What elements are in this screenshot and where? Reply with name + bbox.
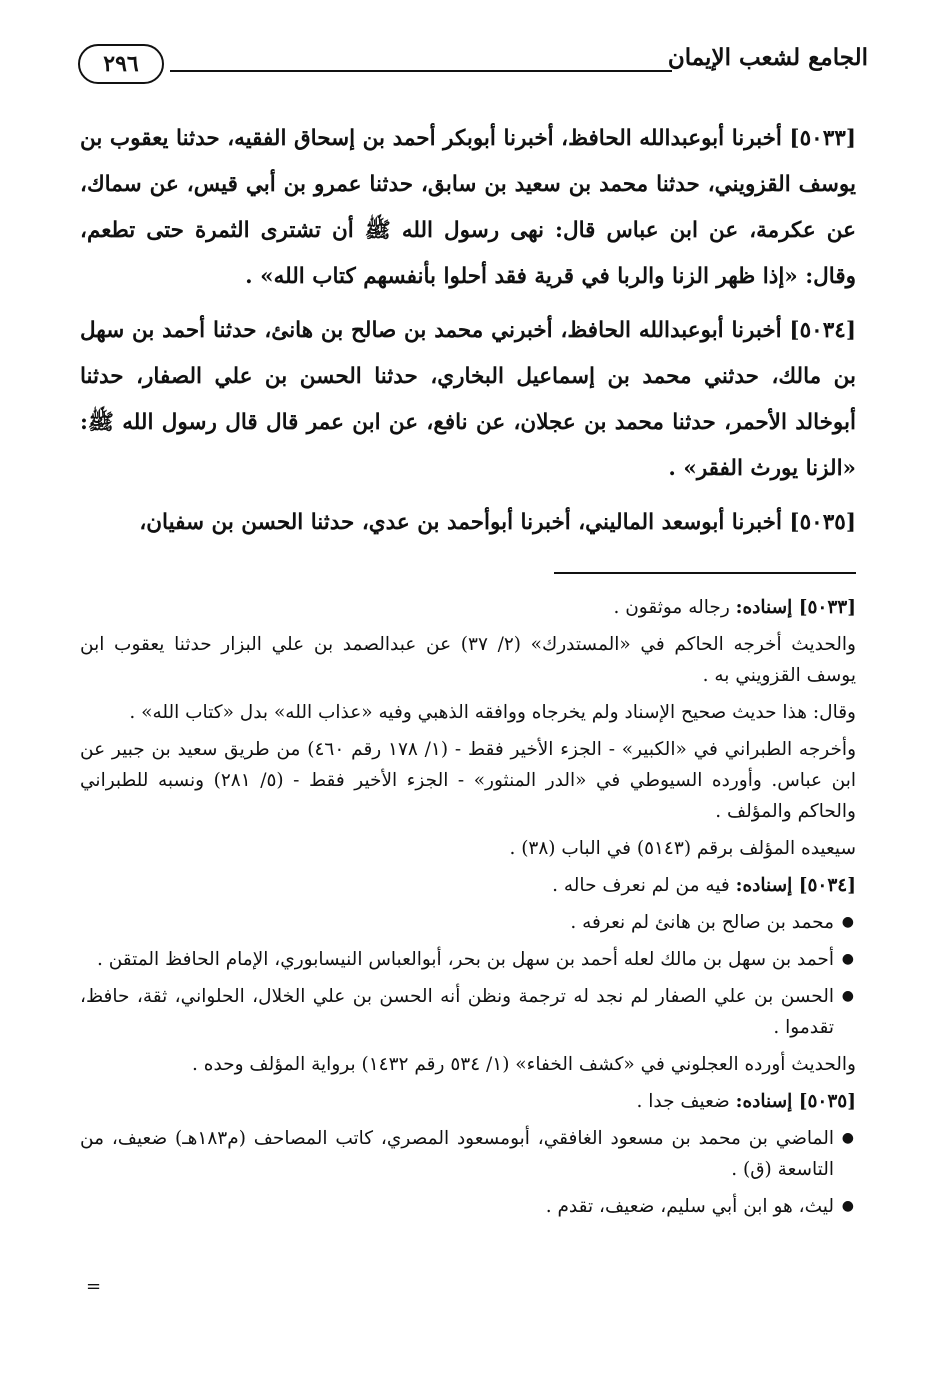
footnote-paragraph: وقال: هذا حديث صحيح الإسناد ولم يخرجاه ووافقه الذهبي وفيه «عذاب الله» بدل «كتاب الله» . bbox=[129, 702, 856, 723]
hadith-end: . bbox=[668, 456, 684, 481]
hadith-number: [٥٠٣٤] bbox=[789, 318, 856, 343]
main-text bbox=[80, 116, 856, 554]
bullet-icon: ● bbox=[841, 951, 854, 967]
continuation-mark: = bbox=[86, 1276, 102, 1297]
footnote-text: فيه من لم نعرف حاله . bbox=[552, 875, 736, 896]
bullet-text: الماضي بن محمد بن مسعود الغافقي، أبومسعود المصري، كاتب المصاحف (م١٨٣هـ) ضعيف، من التاسعة (ق) . bbox=[80, 1128, 835, 1180]
footnote-bullet bbox=[80, 944, 856, 975]
footnote-ref: [٥٠٣٥] إسناده: bbox=[735, 1091, 856, 1112]
hadith-chain: أخبرنا أبوعبدالله الحافظ، أخبرني محمد بن صالح بن هانئ، حدثنا أحمد بن سهل بن مالك، حدثني محمد بن إسماعيل البخاري، حدثنا الحسن بن علي الصفار، حدثنا أبوخالد الأحمر، حدثنا محمد بن عجلان، عن نافع، عن ابن عمر قال قال رسول الله ﷺ: bbox=[80, 318, 856, 435]
page-number: ٢٩٦ bbox=[78, 44, 164, 84]
hadith-chain: أخبرنا أبوسعد الماليني، أخبرنا أبوأحمد بن عدي، حدثنا الحسن بن سفيان، bbox=[139, 510, 790, 535]
bullet-icon: ● bbox=[841, 1130, 854, 1146]
footnote-separator bbox=[554, 572, 856, 574]
hadith-matn: «إذا ظهر الزنا والربا في قرية فقد أحلوا بأنفسهم كتاب الله» bbox=[260, 264, 798, 289]
footnote-bullet bbox=[80, 1123, 856, 1185]
footnote-bullet bbox=[80, 907, 856, 938]
bullet-icon: ● bbox=[841, 914, 854, 930]
footnote-bullet bbox=[80, 981, 856, 1043]
footnote-5033 bbox=[80, 592, 856, 623]
bullet-text: ليث، هو ابن أبي سليم، ضعيف، تقدم . bbox=[545, 1196, 834, 1217]
footnote-paragraph: والحديث أورده العجلوني في «كشف الخفاء» (١/ ٥٣٤ رقم ١٤٣٢) برواية المؤلف وحده . bbox=[192, 1054, 856, 1075]
footnote-paragraph: وأخرجه الطبراني في «الكبير» - الجزء الأخير فقط - (١/ ١٧٨ رقم ٤٦٠) من طريق سعيد بن جبير عن ابن عباس. وأورده السيوطي في «الدر المنثور» - الجزء الأخير فقط - (٥/ ٢٨١) ونسبه للطبراني والحاكم والمؤلف . bbox=[80, 739, 857, 822]
hadith-chain: أخبرنا أبوعبدالله الحافظ، أخبرنا أبوبكر أحمد بن إسحاق الفقيه، حدثنا يعقوب بن يوسف القزويني، حدثنا محمد بن سعيد بن سابق، حدثنا عمرو بن أبي قيس، عن سماك، عن عكرمة، عن ابن عباس قال: نهى رسول الله ﷺ أن تشترى الثمرة حتى تطعم، وقال: bbox=[80, 126, 856, 289]
page-header bbox=[78, 40, 868, 92]
bullet-icon: ● bbox=[841, 1198, 854, 1214]
footnote-ref: [٥٠٣٣] إسناده: bbox=[735, 597, 856, 618]
footnote-text: رجاله موثقون . bbox=[613, 597, 736, 618]
header-rule bbox=[170, 70, 672, 72]
footnote-5034 bbox=[80, 870, 856, 901]
bullet-text: الحسن بن علي الصفار لم نجد له ترجمة ونظن أنه الحسن بن علي الخلال، الحلواني، ثقة، حافظ، تقدموا . bbox=[80, 986, 834, 1038]
footnote-bullet bbox=[80, 1191, 856, 1222]
bullet-text: محمد بن صالح بن هانئ لم نعرفه . bbox=[570, 912, 834, 933]
footnote-5035 bbox=[80, 1086, 856, 1117]
hadith-end: . bbox=[245, 264, 261, 289]
footnotes bbox=[80, 592, 856, 1228]
bullet-text: أحمد بن سهل بن مالك لعله أحمد بن سهل بن بحر، أبوالعباس النيسابوري، الإمام الحافظ المتقن . bbox=[96, 949, 834, 970]
bullet-icon: ● bbox=[841, 988, 854, 1004]
hadith-matn: «الزنا يورث الفقر» bbox=[683, 456, 856, 481]
footnote-ref: [٥٠٣٤] إسناده: bbox=[735, 875, 856, 896]
hadith-number: [٥٠٣٣] bbox=[789, 126, 856, 151]
hadith-number: [٥٠٣٥] bbox=[789, 510, 856, 535]
footnote-paragraph: سيعيده المؤلف برقم (٥١٤٣) في الباب (٣٨) . bbox=[509, 838, 856, 859]
hadith-5033 bbox=[80, 116, 856, 300]
running-title: الجامع لشعب الإيمان bbox=[667, 44, 868, 71]
footnote-text: ضعيف جدا . bbox=[636, 1091, 736, 1112]
hadith-5035 bbox=[80, 500, 856, 546]
hadith-5034 bbox=[80, 308, 856, 492]
footnote-paragraph: والحديث أخرجه الحاكم في «المستدرك» (٢/ ٣٧) عن عبدالصمد بن علي البزار حدثنا يعقوب ابن يوسف القزويني به . bbox=[80, 634, 856, 686]
